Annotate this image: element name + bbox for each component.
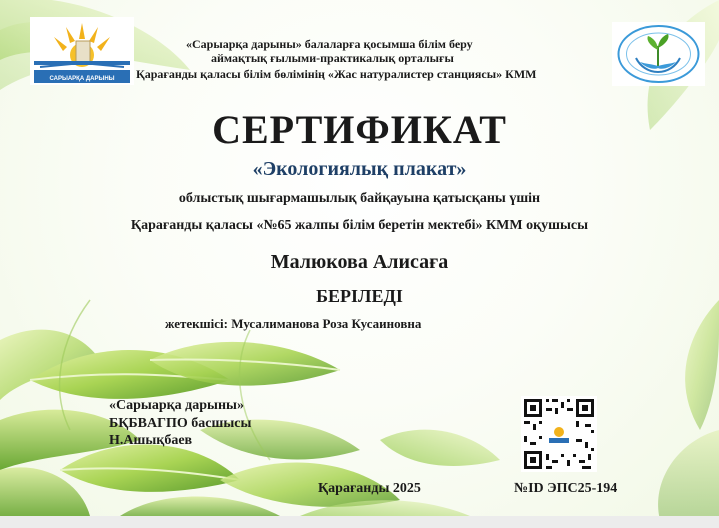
logo-caption: САРЫАРҚА ДАРЫНЫ (49, 76, 115, 82)
organization-line-2: аймақтық ғылыми-практикалық орталығы (211, 51, 454, 65)
participation-text: облыстық шығармашылық байқауына қатысқаны үшін (178, 191, 541, 206)
awarded-text: БЕРІЛЕДІ (316, 286, 403, 306)
hands-sprout-logo-icon (612, 22, 705, 86)
contest-name: «Экологиялық плакат» (252, 158, 467, 180)
recipient-name: Малюкова Алисаға (270, 251, 449, 273)
school-text: Қарағанды қаласы «№65 жалпы білім беретін мектебі» КММ оқушысы (130, 218, 589, 233)
signature-line-1: «Сарыарқа дарыны» (109, 398, 244, 413)
signature-line-3: Н.Ашықбаев (109, 433, 193, 448)
leader-text: жетекшісі: Мусалиманова Роза Кусаиновна (165, 316, 422, 331)
sun-book-logo-icon (30, 17, 134, 85)
organization-line-3: Қарағанды қаласы білім бөлімінің «Жас натуралистер станциясы» КММ (136, 67, 537, 81)
organization-line-1: «Сарыарқа дарыны» балаларға қосымша білім беру (186, 37, 473, 51)
qr-code-icon (521, 396, 597, 472)
document-id: №ID ЭПС25-194 (514, 481, 618, 496)
city-year: Қарағанды 2025 (318, 481, 421, 496)
signature-line-2: БҚБBАГПО басшысы (109, 416, 252, 431)
bottom-bar (0, 516, 719, 528)
certificate-title: СЕРТИФИКАТ (212, 107, 507, 152)
